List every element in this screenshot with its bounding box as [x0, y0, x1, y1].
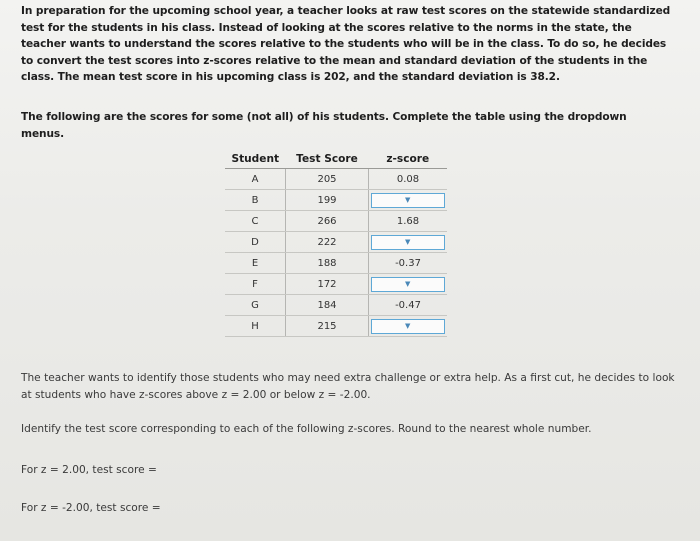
z-score-cell [369, 232, 448, 253]
test-score-cell: 172 [286, 274, 369, 295]
z-score-value: 0.08 [396, 173, 420, 185]
student-cell: E [225, 253, 286, 274]
table-header-row [225, 150, 447, 169]
table-row [225, 169, 447, 190]
chevron-down-icon: ▼ [405, 279, 411, 288]
table-row [225, 190, 447, 211]
question-z-negative [21, 500, 681, 517]
student-cell: H [225, 316, 286, 337]
z-score-cell [369, 253, 448, 274]
table-row [225, 274, 447, 295]
z-score-cell [369, 211, 448, 232]
question-z-positive-label: For z = 2.00, test score = [21, 464, 157, 476]
test-score-cell: 188 [286, 253, 369, 274]
z-score-value: -0.37 [395, 257, 421, 269]
scores-table [225, 150, 447, 337]
question-z-negative-label: For z = -2.00, test score = [21, 502, 161, 514]
z-score-cell [369, 190, 448, 211]
table-row [225, 232, 447, 253]
chevron-down-icon: ▼ [405, 195, 411, 204]
table-row [225, 211, 447, 232]
followup-paragraph: The teacher wants to identify those students who may need extra challenge or extra help. As a first cut, he decides to look at students who have z-scores above z = 2.00 or below z = -2.00. [21, 372, 675, 401]
instructions-paragraph: The following are the scores for some (not all) of his students. Complete the table using the dropdown menus. [21, 111, 627, 140]
z-score-dropdown[interactable] [371, 235, 445, 250]
z-score-cell [369, 274, 448, 295]
table-row [225, 316, 447, 337]
test-score-cell: 215 [286, 316, 369, 337]
intro-paragraph: In preparation for the upcoming school year, a teacher looks at raw test scores on the statewide standardized test for the students in his class. Instead of looking at the scores relative to the norms in the state, the teacher wants to understand the scores relative to the students who will be in the class. To do so, he decides to convert the test scores into z-scores relative to the mean and standard deviation of the students in the class. The mean test score in his upcoming class is 202, and the standard deviation is 38.2. [21, 5, 671, 83]
header-test-score: Test Score [286, 150, 369, 169]
z-score-cell [369, 295, 448, 316]
table-row [225, 295, 447, 316]
identify-instructions: Identify the test score corresponding to each of the following z-scores. Round to the nearest whole number. [21, 423, 592, 435]
chevron-down-icon: ▼ [405, 321, 411, 330]
z-score-value: 1.68 [396, 215, 420, 227]
student-cell: B [225, 190, 286, 211]
student-cell: C [225, 211, 286, 232]
student-cell: G [225, 295, 286, 316]
header-student: Student [225, 150, 286, 169]
student-cell: D [225, 232, 286, 253]
table-row [225, 253, 447, 274]
z-score-value: -0.47 [395, 299, 421, 311]
z-score-cell [369, 316, 448, 337]
z-score-dropdown[interactable] [371, 277, 445, 292]
student-cell: A [225, 169, 286, 190]
test-score-cell: 199 [286, 190, 369, 211]
header-z-score: z-score [369, 150, 448, 169]
test-score-cell: 184 [286, 295, 369, 316]
z-score-dropdown[interactable] [371, 319, 445, 334]
student-cell: F [225, 274, 286, 295]
test-score-cell: 222 [286, 232, 369, 253]
question-z-positive [21, 462, 681, 479]
chevron-down-icon: ▼ [405, 237, 411, 246]
z-score-dropdown[interactable] [371, 193, 445, 208]
z-score-cell [369, 169, 448, 190]
test-score-cell: 205 [286, 169, 369, 190]
test-score-cell: 266 [286, 211, 369, 232]
